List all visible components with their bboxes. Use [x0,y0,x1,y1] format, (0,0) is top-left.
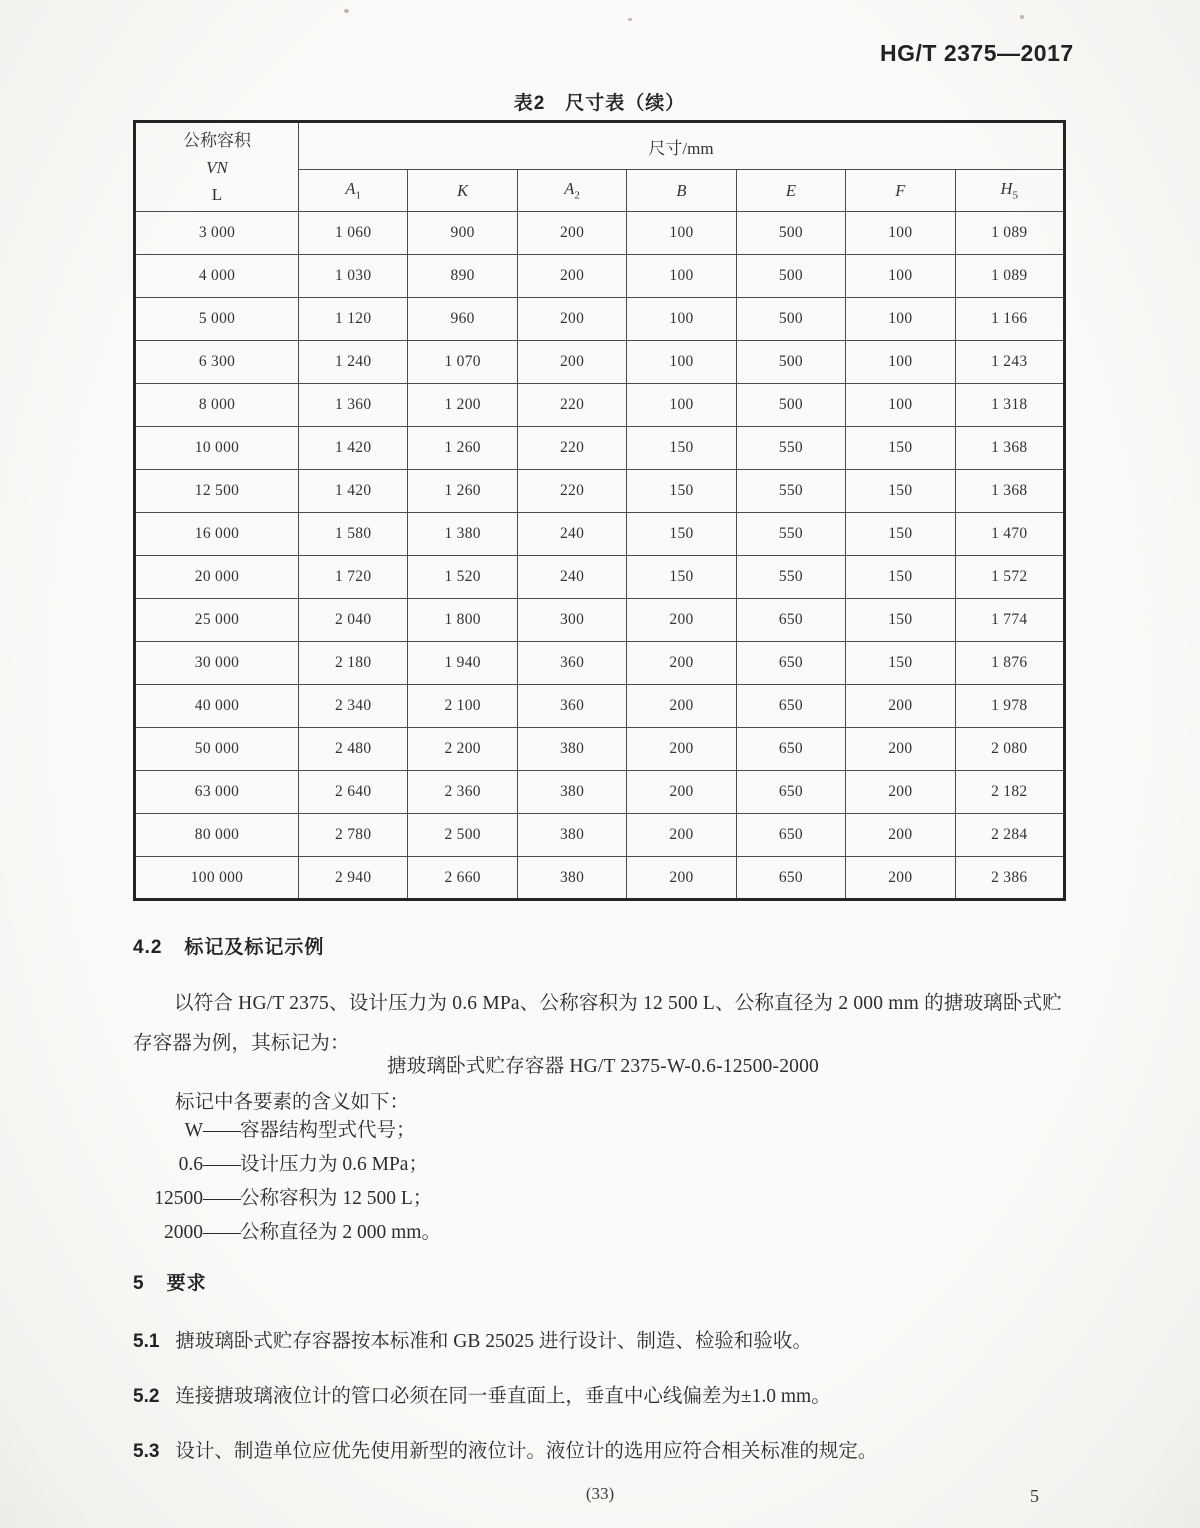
table-cell: 550 [736,556,845,599]
table-cell: 1 470 [955,513,1064,556]
table-cell: 220 [517,427,626,470]
table-cell: 8 000 [135,384,299,427]
clause-item [133,1435,1083,1468]
legend-desc: 设计压力为 0.6 MPa； [240,1154,428,1175]
table-cell: 220 [517,384,626,427]
legend-desc: 公称直径为 2 000 mm。 [240,1222,441,1243]
table-row [135,814,1065,857]
table-cell: 1 800 [408,599,517,642]
table-cell: 200 [517,341,626,384]
table-cell: 650 [736,857,845,900]
table-row [135,255,1065,298]
table-cell: 300 [517,599,626,642]
designation-line: 搪玻璃卧式贮存容器 HG/T 2375-W-0.6-12500-2000 [386,1056,820,1077]
table-cell: 1 240 [299,341,408,384]
marking-legend-item [133,1222,1073,1244]
footer-folio: (33) [585,1484,615,1503]
table-cell: 960 [408,298,517,341]
table-cell: 150 [846,599,955,642]
clause-number: 5.2 [133,1386,160,1407]
table-cell: 2 100 [408,685,517,728]
table-cell: 100 000 [135,857,299,900]
table-row [135,642,1065,685]
table-cell: 1 089 [955,212,1064,255]
table-cell: 16 000 [135,513,299,556]
table-cell: 150 [846,513,955,556]
table-cell: 1 876 [955,642,1064,685]
table-cell: 1 420 [299,427,408,470]
clause-text: 连接搪玻璃液位计的管口必须在同一垂直面上，垂直中心线偏差为±1.0 mm。 [175,1386,831,1407]
table-cell: 650 [736,685,845,728]
table-cell: 1 774 [955,599,1064,642]
column-header-k: K [408,170,517,212]
marking-legend-item [133,1188,1073,1210]
table-cell: 200 [517,255,626,298]
clause-text: 设计、制造单位应优先使用新型的液位计。液位计的选用应符合相关标准的规定。 [175,1441,878,1462]
table-cell: 150 [846,642,955,685]
table-cell: 900 [408,212,517,255]
table-cell: 1 070 [408,341,517,384]
table-cell: 1 360 [299,384,408,427]
table-cell: 2 040 [299,599,408,642]
column-header-nominal-volume [135,122,299,212]
table-cell: 100 [846,341,955,384]
table-cell: 1 978 [955,685,1064,728]
table-cell: 500 [736,212,845,255]
table-row [135,857,1065,900]
table-cell: 200 [627,814,736,857]
table-cell: 25 000 [135,599,299,642]
table-cell: 380 [517,814,626,857]
table-row [135,341,1065,384]
table-cell: 550 [736,427,845,470]
table-row [135,298,1065,341]
dimensions-table [133,120,1066,901]
requirements-list [133,1325,1083,1468]
marking-legend [133,1120,1073,1244]
legend-desc: 容器结构型式代号； [240,1120,416,1141]
table-cell: 1 368 [955,427,1064,470]
nominal-volume-label: 公称容积 [183,130,251,150]
table-cell: 1 520 [408,556,517,599]
table-cell: 150 [846,427,955,470]
table-cell: 2 500 [408,814,517,857]
clause-text: 搪玻璃卧式贮存容器按本标准和 GB 25025 进行设计、制造、检验和验收。 [175,1331,812,1352]
table-row [135,599,1065,642]
marking-example-paragraph: 以符合 HG/T 2375、设计压力为 0.6 MPa、公称容积为 12 500 L、公称直径为 2 000 mm 的搪玻璃卧式贮存容器为例，其标记为： [133,993,1062,1054]
clause-number: 5.3 [133,1441,160,1462]
table-cell: 1 030 [299,255,408,298]
table-cell: 650 [736,771,845,814]
table-cell: 1 572 [955,556,1064,599]
table-cell: 2 940 [299,857,408,900]
table-cell: 200 [627,642,736,685]
table-header-row [135,122,1065,170]
legend-dash: —— [203,1188,240,1209]
table-cell: 1 318 [955,384,1064,427]
column-header-a1: $A_1$ [299,170,408,212]
table-cell: 2 080 [955,728,1064,771]
table-cell: 1 720 [299,556,408,599]
table-cell: 1 380 [408,513,517,556]
table-cell: 1 420 [299,470,408,513]
table-cell: 200 [846,814,955,857]
table-cell: 150 [846,556,955,599]
table-cell: 150 [627,556,736,599]
table-cell: 150 [627,513,736,556]
table-cell: 200 [627,771,736,814]
scan-speck [344,9,349,13]
section-number: 4.2 [133,937,163,958]
table-cell: 200 [846,857,955,900]
column-header-h5: $H_5$ [955,170,1064,212]
column-header-b: B [627,170,736,212]
table-row [135,771,1065,814]
table-cell: 6 300 [135,341,299,384]
standard-number: HG/T 2375—2017 [880,40,1074,66]
table-cell: 150 [846,470,955,513]
section-title: 要求 [166,1273,207,1294]
table-row [135,728,1065,771]
column-header-f: F [846,170,955,212]
table-cell: 100 [846,212,955,255]
legend-dash: —— [203,1120,240,1141]
table-cell: 1 940 [408,642,517,685]
table-cell: 100 [846,298,955,341]
table-cell: 2 480 [299,728,408,771]
table-cell: 200 [627,857,736,900]
table-cell: 1 260 [408,470,517,513]
clause-item [133,1380,1083,1413]
table-cell: 100 [627,341,736,384]
table-cell: 2 180 [299,642,408,685]
table-cell: 150 [627,427,736,470]
table-cell: 2 284 [955,814,1064,857]
table-cell: 200 [627,599,736,642]
table-cell: 100 [627,384,736,427]
table-cell: 220 [517,470,626,513]
table-cell: 2 386 [955,857,1064,900]
table-cell: 80 000 [135,814,299,857]
table-cell: 550 [736,470,845,513]
table-cell: 10 000 [135,427,299,470]
table-row [135,685,1065,728]
nominal-volume-unit: L [211,184,223,204]
section-number: 5 [133,1273,145,1294]
table-row [135,427,1065,470]
table-row [135,513,1065,556]
table-cell: 100 [627,255,736,298]
table-cell: 200 [846,685,955,728]
table-row [135,212,1065,255]
scan-speck [628,18,632,21]
table-cell: 240 [517,556,626,599]
legend-dash: —— [203,1222,240,1243]
legend-label: 0.6 [178,1154,203,1175]
table-cell: 12 500 [135,470,299,513]
legend-desc: 公称容积为 12 500 L； [240,1188,433,1209]
legend-label: W [184,1120,203,1141]
table-cell: 2 780 [299,814,408,857]
table-cell: 200 [627,728,736,771]
table-cell: 200 [846,728,955,771]
marking-legend-item [133,1120,1073,1142]
table-row [135,384,1065,427]
table-cell: 650 [736,814,845,857]
column-header-e: E [736,170,845,212]
section-5-heading [133,1268,207,1295]
table-cell: 650 [736,642,845,685]
table-cell: 2 360 [408,771,517,814]
dimension-span-header: 尺寸/mm [299,122,1065,170]
table-cell: 150 [627,470,736,513]
table-cell: 200 [627,685,736,728]
section-4-2-heading [133,932,324,959]
table-cell: 1 166 [955,298,1064,341]
table-cell: 1 260 [408,427,517,470]
legend-dash: —— [203,1154,240,1175]
table-cell: 1 060 [299,212,408,255]
legend-label: 12500 [154,1188,203,1209]
table-cell: 63 000 [135,771,299,814]
scan-speck [1020,15,1024,19]
clause-number: 5.1 [133,1331,160,1352]
section-title: 标记及标记示例 [184,937,325,958]
table-row [135,470,1065,513]
table-cell: 2 182 [955,771,1064,814]
table-cell: 1 368 [955,470,1064,513]
nominal-volume-symbol: VN [206,157,228,177]
table-cell: 200 [517,212,626,255]
table-cell: 100 [627,212,736,255]
table-cell: 360 [517,642,626,685]
table-cell: 100 [846,255,955,298]
table-cell: 4 000 [135,255,299,298]
table-cell: 890 [408,255,517,298]
table-cell: 360 [517,685,626,728]
column-header-a2: $A_2$ [517,170,626,212]
table-cell: 1 243 [955,341,1064,384]
table-row [135,556,1065,599]
marking-legend-item [133,1154,1073,1176]
table-cell: 2 340 [299,685,408,728]
table-title: 表2 尺寸表（续） [513,93,686,114]
table-cell: 1 089 [955,255,1064,298]
table-cell: 380 [517,771,626,814]
table-cell: 2 660 [408,857,517,900]
page-number: 5 [1030,1486,1039,1506]
table-cell: 380 [517,728,626,771]
table-cell: 650 [736,599,845,642]
clause-item [133,1325,1083,1358]
table-cell: 500 [736,255,845,298]
legend-intro: 标记中各要素的含义如下： [175,1092,410,1113]
table-cell: 30 000 [135,642,299,685]
table-cell: 20 000 [135,556,299,599]
table-cell: 200 [517,298,626,341]
table-cell: 200 [846,771,955,814]
table-cell: 100 [627,298,736,341]
table-cell: 5 000 [135,298,299,341]
table-cell: 500 [736,298,845,341]
legend-label: 2000 [164,1222,203,1243]
table-cell: 1 120 [299,298,408,341]
table-cell: 380 [517,857,626,900]
table-cell: 3 000 [135,212,299,255]
table-cell: 1 580 [299,513,408,556]
table-cell: 40 000 [135,685,299,728]
table-cell: 1 200 [408,384,517,427]
table-cell: 2 200 [408,728,517,771]
table-cell: 2 640 [299,771,408,814]
table-cell: 100 [846,384,955,427]
table-cell: 50 000 [135,728,299,771]
table-cell: 650 [736,728,845,771]
table-cell: 500 [736,384,845,427]
table-cell: 500 [736,341,845,384]
table-cell: 550 [736,513,845,556]
table-cell: 240 [517,513,626,556]
